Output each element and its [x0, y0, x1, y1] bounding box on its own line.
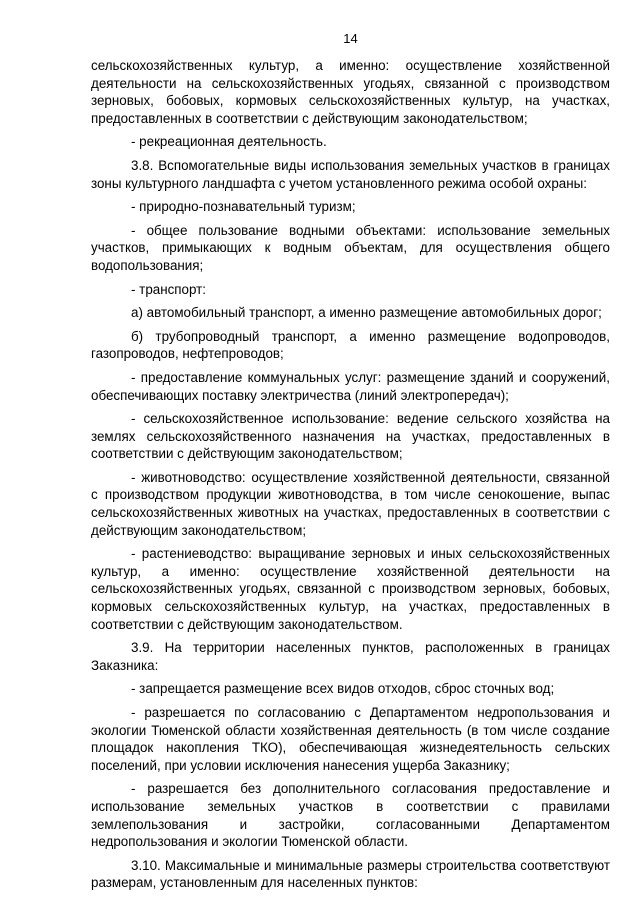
- paragraph-3-10: 3.10. Максимальные и минимальные размеры строительства соответствуют размерам, установленным для населенных пунктов:: [91, 857, 610, 891]
- paragraph-tourism: - природно-познавательный туризм;: [131, 199, 356, 215]
- paragraph-recreation: - рекреационная деятельность.: [131, 134, 327, 150]
- paragraph-utilities: - предоставление коммунальных услуг: размещение зданий и сооружений, обеспечивающих поставку электричества (линий электропередач);: [91, 369, 610, 403]
- paragraph-continuation: сельскохозяйственных культур, а именно: осуществление хозяйственной деятельности на сельскохозяйственных угодьях, связанной с производством зерновых, бобовых, кормовых сельскохозяйственных культур, на участках, предоставленных в соответствии с действующим законодательством;: [91, 58, 610, 126]
- paragraph-agriculture: - сельскохозяйственное использование: ведение сельского хозяйства на землях сельскохозяйственного назначения на участках, предоставленных в соответствии с действующим законодательством;: [91, 411, 610, 462]
- paragraph-road-transport: а) автомобильный транспорт, а именно размещение автомобильных дорог;: [131, 305, 602, 321]
- paragraph-crop-growing: - растениеводство: выращивание зерновых и иных сельскохозяйственных культур, а именно: осуществление хозяйственной деятельности на сельскохозяйственных угодьях, связанной с производством зерновых, бобовых, кормовых сельскохозяйственных культур, на участках, предоставленных в соответствии с действующим законодательством.: [91, 546, 610, 632]
- paragraph-transport: - транспорт:: [131, 281, 207, 297]
- paragraph-approved-activity: - разрешается по согласованию с Департаментом недропользования и экологии Тюменской области хозяйственная деятельность (в том числе создание площадок накопления ТКО), обеспечивающая жизнедеятельность сельских поселений, при условии исключения нанесения ущерба Заказнику;: [91, 705, 610, 773]
- paragraph-livestock: - животноводство: осуществление хозяйственной деятельности, связанной с производством продукции животноводства, в том числе сенокошение, выпас сельскохозяйственных животных на участках, предоставленных в соответствии с действующим законодательством;: [91, 469, 610, 538]
- paragraph-3-9: 3.9. На территории населенных пунктов, расположенных в границах Заказника:: [91, 640, 610, 673]
- page-number: 14: [343, 31, 358, 46]
- paragraph-water-use: - общее пользование водными объектами: использование земельных участков, примыкающих к водным объектам, для осуществления общего водопользования;: [91, 222, 610, 273]
- paragraph-waste-prohibition: - запрещается размещение всех видов отходов, сброс сточных вод;: [131, 681, 555, 697]
- paragraph-3-8: 3.8. Вспомогательные виды использования земельных участков в границах зоны культурного ландшафта с учетом установленного режима особой охраны:: [91, 157, 610, 191]
- paragraph-land-use: - разрешается без дополнительного согласования предоставление и использование земельных участков в соответствии с правилами землепользования и застройки, согласованными Департаментом недропользования и экологии Тюменской области.: [91, 781, 610, 850]
- paragraph-pipeline-transport: б) трубопроводный транспорт, а именно размещение водопроводов, газопроводов, нефтепроводов;: [91, 328, 610, 362]
